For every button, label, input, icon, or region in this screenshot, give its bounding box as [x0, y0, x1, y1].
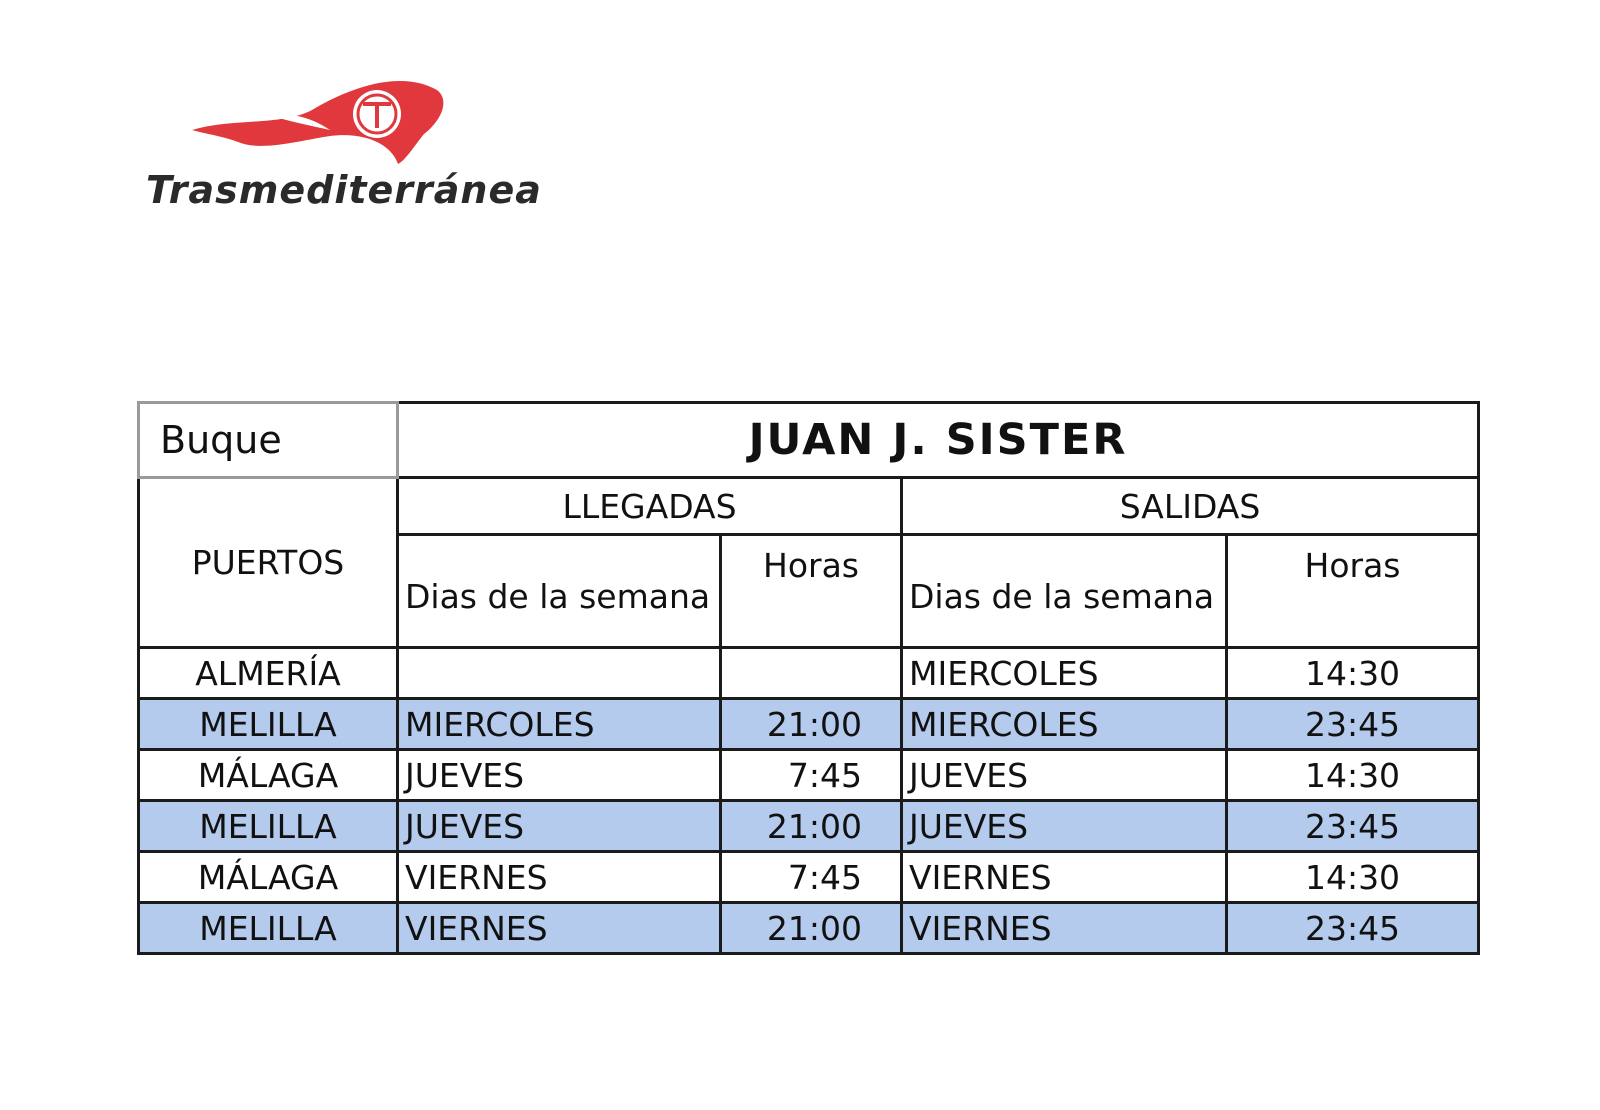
table-row	[139, 852, 1479, 903]
departures-days-header: Dias de la semana	[902, 535, 1227, 648]
arrivals-hours-header: Horas	[721, 535, 902, 648]
departure-day-cell: VIERNES	[902, 903, 1227, 954]
port-cell: ALMERÍA	[139, 648, 398, 699]
ship-label: Buque	[139, 403, 398, 478]
ship-name: JUAN J. SISTER	[398, 403, 1479, 478]
port-cell: MELILLA	[139, 699, 398, 750]
brand-name: Trasmediterránea	[146, 168, 542, 212]
arrival-day-cell: VIERNES	[398, 852, 721, 903]
arrival-time-cell: 21:00	[721, 699, 902, 750]
departure-day-cell: MIERCOLES	[902, 699, 1227, 750]
port-cell: MELILLA	[139, 801, 398, 852]
arrivals-header: LLEGADAS	[398, 478, 902, 535]
departure-time-cell: 14:30	[1227, 852, 1479, 903]
departure-day-cell: JUEVES	[902, 801, 1227, 852]
schedule-table	[137, 401, 1480, 955]
departure-day-cell: JUEVES	[902, 750, 1227, 801]
departure-time-cell: 14:30	[1227, 750, 1479, 801]
table-row	[139, 801, 1479, 852]
brand-logo	[140, 72, 560, 222]
tc-wave-logo-icon	[192, 72, 452, 167]
departure-time-cell: 23:45	[1227, 903, 1479, 954]
arrivals-days-header: Dias de la semana	[398, 535, 721, 648]
departure-time-cell: 14:30	[1227, 648, 1479, 699]
arrival-time-cell: 7:45	[721, 852, 902, 903]
group-header-row	[139, 478, 1479, 535]
ship-row	[139, 403, 1479, 478]
table-row	[139, 903, 1479, 954]
departures-hours-header: Horas	[1227, 535, 1479, 648]
arrival-day-cell: VIERNES	[398, 903, 721, 954]
departure-day-cell: MIERCOLES	[902, 648, 1227, 699]
arrival-day-cell: JUEVES	[398, 750, 721, 801]
arrival-time-cell: 7:45	[721, 750, 902, 801]
table-row	[139, 648, 1479, 699]
arrival-time-cell: 21:00	[721, 801, 902, 852]
arrival-day-cell: JUEVES	[398, 801, 721, 852]
departure-day-cell: VIERNES	[902, 852, 1227, 903]
departure-time-cell: 23:45	[1227, 699, 1479, 750]
arrival-day-cell	[398, 648, 721, 699]
port-cell: MÁLAGA	[139, 852, 398, 903]
ports-header: PUERTOS	[139, 478, 398, 648]
table-row	[139, 699, 1479, 750]
arrival-time-cell: 21:00	[721, 903, 902, 954]
table-row	[139, 750, 1479, 801]
departures-header: SALIDAS	[902, 478, 1479, 535]
departure-time-cell: 23:45	[1227, 801, 1479, 852]
arrival-time-cell	[721, 648, 902, 699]
port-cell: MÁLAGA	[139, 750, 398, 801]
port-cell: MELILLA	[139, 903, 398, 954]
arrival-day-cell: MIERCOLES	[398, 699, 721, 750]
